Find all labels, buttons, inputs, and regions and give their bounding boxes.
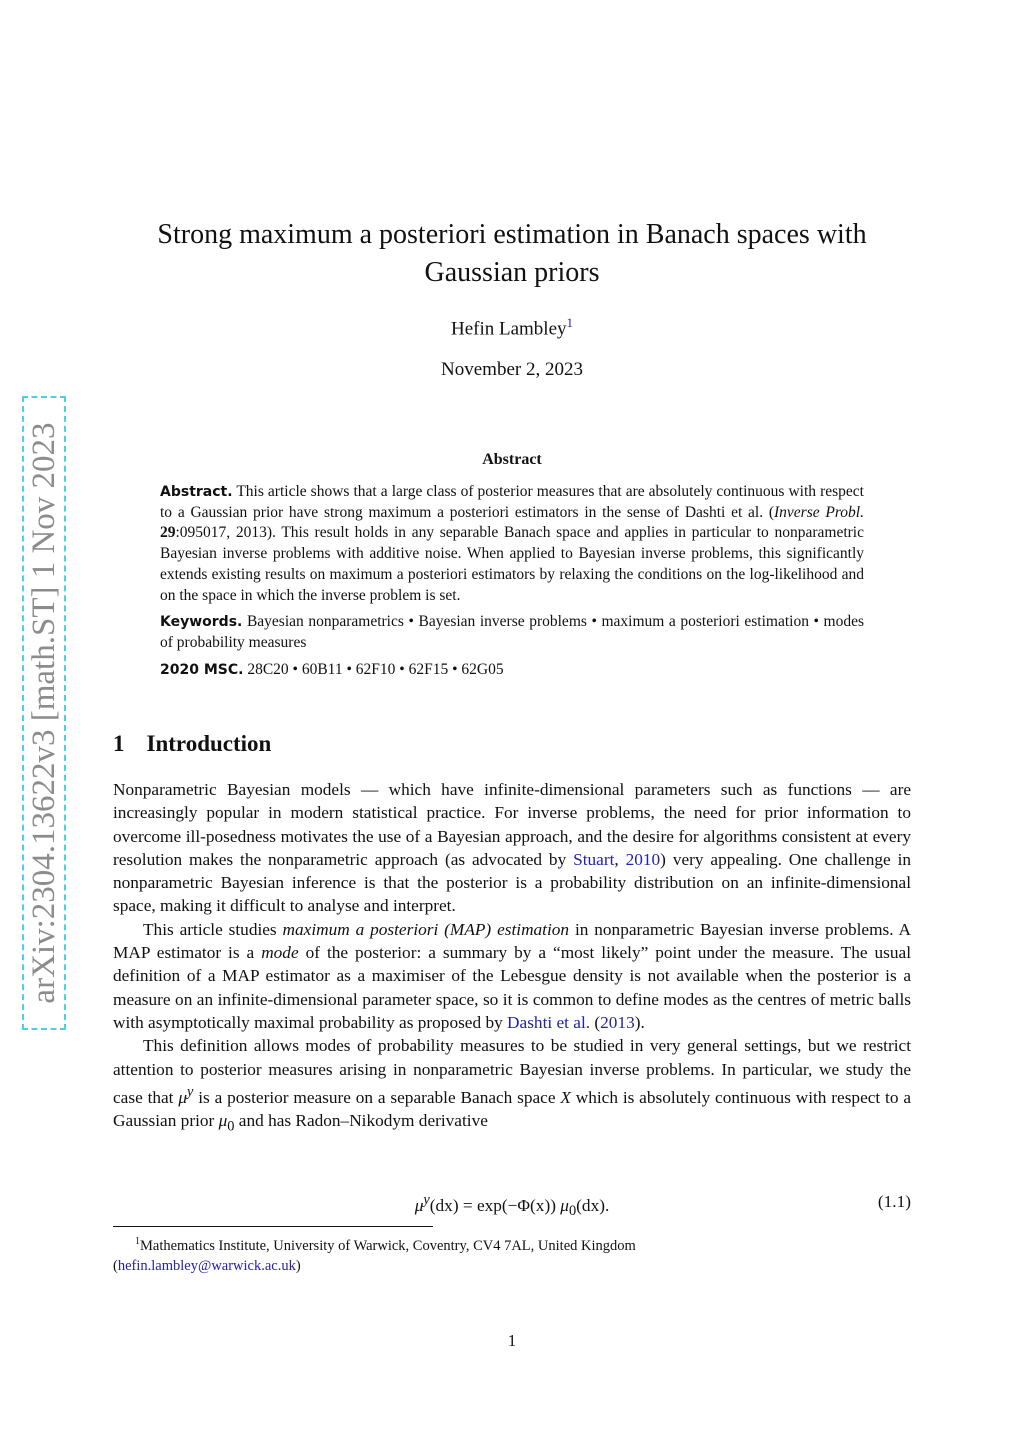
p3-math-mu0: μ <box>218 1110 228 1130</box>
paper-title: Strong maximum a posteriori estimation in Banach spaces with Gaussian priors <box>157 219 867 288</box>
p1-cite-sep: , <box>614 849 626 869</box>
equation-body <box>113 1192 911 1220</box>
section-title: Introduction <box>146 731 272 756</box>
p1-text-b: ) very appealing. One challenge in nonparametric Bayesian inference is that the posterior is a probability distribution on an infinite-dimensional space, making it difficult to analyse and interpret. <box>113 849 912 916</box>
abstract-paragraph <box>160 482 864 606</box>
abstract-journal: Inverse Probl. <box>774 503 864 521</box>
footnote-text: Mathematics Institute, University of Warwick, Coventry, CV4 7AL, United Kingdom <box>140 1237 636 1254</box>
page-number: 1 <box>507 1331 517 1350</box>
author-name: Hefin Lambley <box>450 318 567 340</box>
footnote-close-paren: ) <box>295 1257 301 1274</box>
eq-sub0: 0 <box>568 1203 577 1220</box>
section-heading <box>113 731 271 757</box>
p2-text-d: . <box>640 1012 645 1032</box>
citation-dashti[interactable]: Dashti et al. <box>507 1012 591 1032</box>
p3-text-a: This definition allows modes of probability measures to be studied in very general settings, but we restrict attention to posterior measures arising in nonparametric Bayesian inverse problems. In particular, we study the case that <box>113 1036 911 1107</box>
msc-paragraph <box>160 660 864 681</box>
p2-text-a: This article studies <box>143 919 283 939</box>
citation-stuart-year[interactable]: 2010 <box>625 849 661 869</box>
equation-number: (1.1) <box>877 1192 911 1211</box>
p3-text-d: and has Radon–Nikodym derivative <box>234 1110 488 1130</box>
intro-paragraph-2: This article studies maximum a posteriori (MAP) estimation in nonparametric Bayesian inverse problems. A MAP estimator is a mode of the posterior: a summary by a “most likely” point under the measure. The usual definition of a MAP estimator as a maximiser of the Lebesgue density is not available when the posterior is a measure on an infinite-dimensional parameter space, so it is common to define modes as the centres of metric balls with asymptotically maximal probability as proposed by Dashti et al. (2013). <box>113 919 911 1032</box>
msc-label: 2020 MSC. <box>160 661 244 678</box>
abstract-volume: 29 <box>160 524 176 542</box>
eq-rhs-arg: (dx). <box>576 1195 610 1215</box>
footnote-divider <box>113 1226 433 1227</box>
p3-math-x: X <box>560 1087 571 1107</box>
p1-text-a: Nonparametric Bayesian models — which have infinite-dimensional parameters such as functions — are increasingly popular in modern statistical practice. For inverse problems, the need for prior information to overcome ill-posedness motivates the use of a Bayesian approach, and the desire for algorithms consistent at every resolution makes the nonparametric approach (as advocated by <box>113 780 911 869</box>
abstract-heading: Abstract <box>482 451 542 468</box>
keywords-paragraph <box>160 612 864 653</box>
eq-mu: μ <box>414 1195 424 1215</box>
msc-codes: 28C20 • 60B11 • 62F10 • 62F15 • 62G05 <box>247 660 504 678</box>
author-email-link[interactable]: hefin.lambley@warwick.ac.uk <box>117 1257 296 1274</box>
body-text <box>113 778 911 1139</box>
intro-paragraph-3 <box>113 1034 911 1138</box>
eq-lhs-arg: (dx) = exp <box>429 1195 502 1215</box>
p3-text-c: which is absolutely continuous with respect to a Gaussian prior <box>113 1087 911 1130</box>
footnote-mark: 1 <box>135 1236 140 1247</box>
p2-text-b: in nonparametric Bayesian inverse problems. A MAP estimator is a <box>113 919 911 963</box>
citation-dashti-year[interactable]: 2013 <box>600 1012 635 1032</box>
eq-sup-y: y <box>423 1192 430 1208</box>
p2-text-c: of the posterior: a summary by a “most likely” point under the measure. The usual definition of a MAP estimator as a maximiser of the Lebesgue density is not available when the posterior is a measure on an infinite-dimensional parameter space, so it is common to define modes as the centres of metric balls with asymptotically maximal probability as proposed by <box>113 943 911 1032</box>
eq-mu0: μ <box>555 1195 569 1215</box>
publication-date: November 2, 2023 <box>441 359 583 380</box>
p2-emphasis-mode: mode <box>261 943 299 963</box>
footnote <box>113 1232 911 1276</box>
keywords-label: Keywords. <box>160 614 243 631</box>
p2-emphasis-map: maximum a posteriori (MAP) estimation <box>282 919 570 939</box>
p3-text-b: is a posterior measure on a separable Banach space <box>193 1087 561 1107</box>
p3-math-mu: μ <box>178 1087 188 1107</box>
citation-stuart[interactable]: Stuart <box>573 849 615 869</box>
p3-math-sub0: 0 <box>227 1118 235 1135</box>
abstract-text-2: :095017, 2013). This result holds in any separable Banach space and applies in particular to nonparametric Bayesian inverse problems with additive noise. When applied to Bayesian inverse problems, this significantly extends existing results on maximum a posteriori estimators by relaxing the conditions on the log-likelihood and on the space in which the inverse problem is set. <box>160 524 864 604</box>
author-footnote-link[interactable]: 1 <box>566 315 574 330</box>
equation-1-1 <box>113 1192 911 1218</box>
keywords-text: Bayesian nonparametrics • Bayesian inverse problems • maximum a posteriori estimation • modes of probability measures <box>160 613 864 651</box>
abstract-block <box>160 482 864 686</box>
abstract-label: Abstract. <box>160 484 233 500</box>
footnote-open-paren: ( <box>113 1257 118 1274</box>
author-line <box>112 315 912 340</box>
p3-math-sup-y: y <box>187 1083 194 1100</box>
eq-inner: (−Φ(x)) <box>501 1195 556 1215</box>
abstract-text-1: This article shows that a large class of posterior measures that are absolutely continuous with respect to a Gaussian prior have strong maximum a posteriori estimators in the sense of Dashti et al. ( <box>160 483 864 521</box>
section-number: 1 <box>113 731 125 756</box>
intro-paragraph-1 <box>113 778 911 918</box>
arxiv-identifier: arXiv:2304.13622v3 [math.ST] 1 Nov 2023 <box>26 422 62 1004</box>
